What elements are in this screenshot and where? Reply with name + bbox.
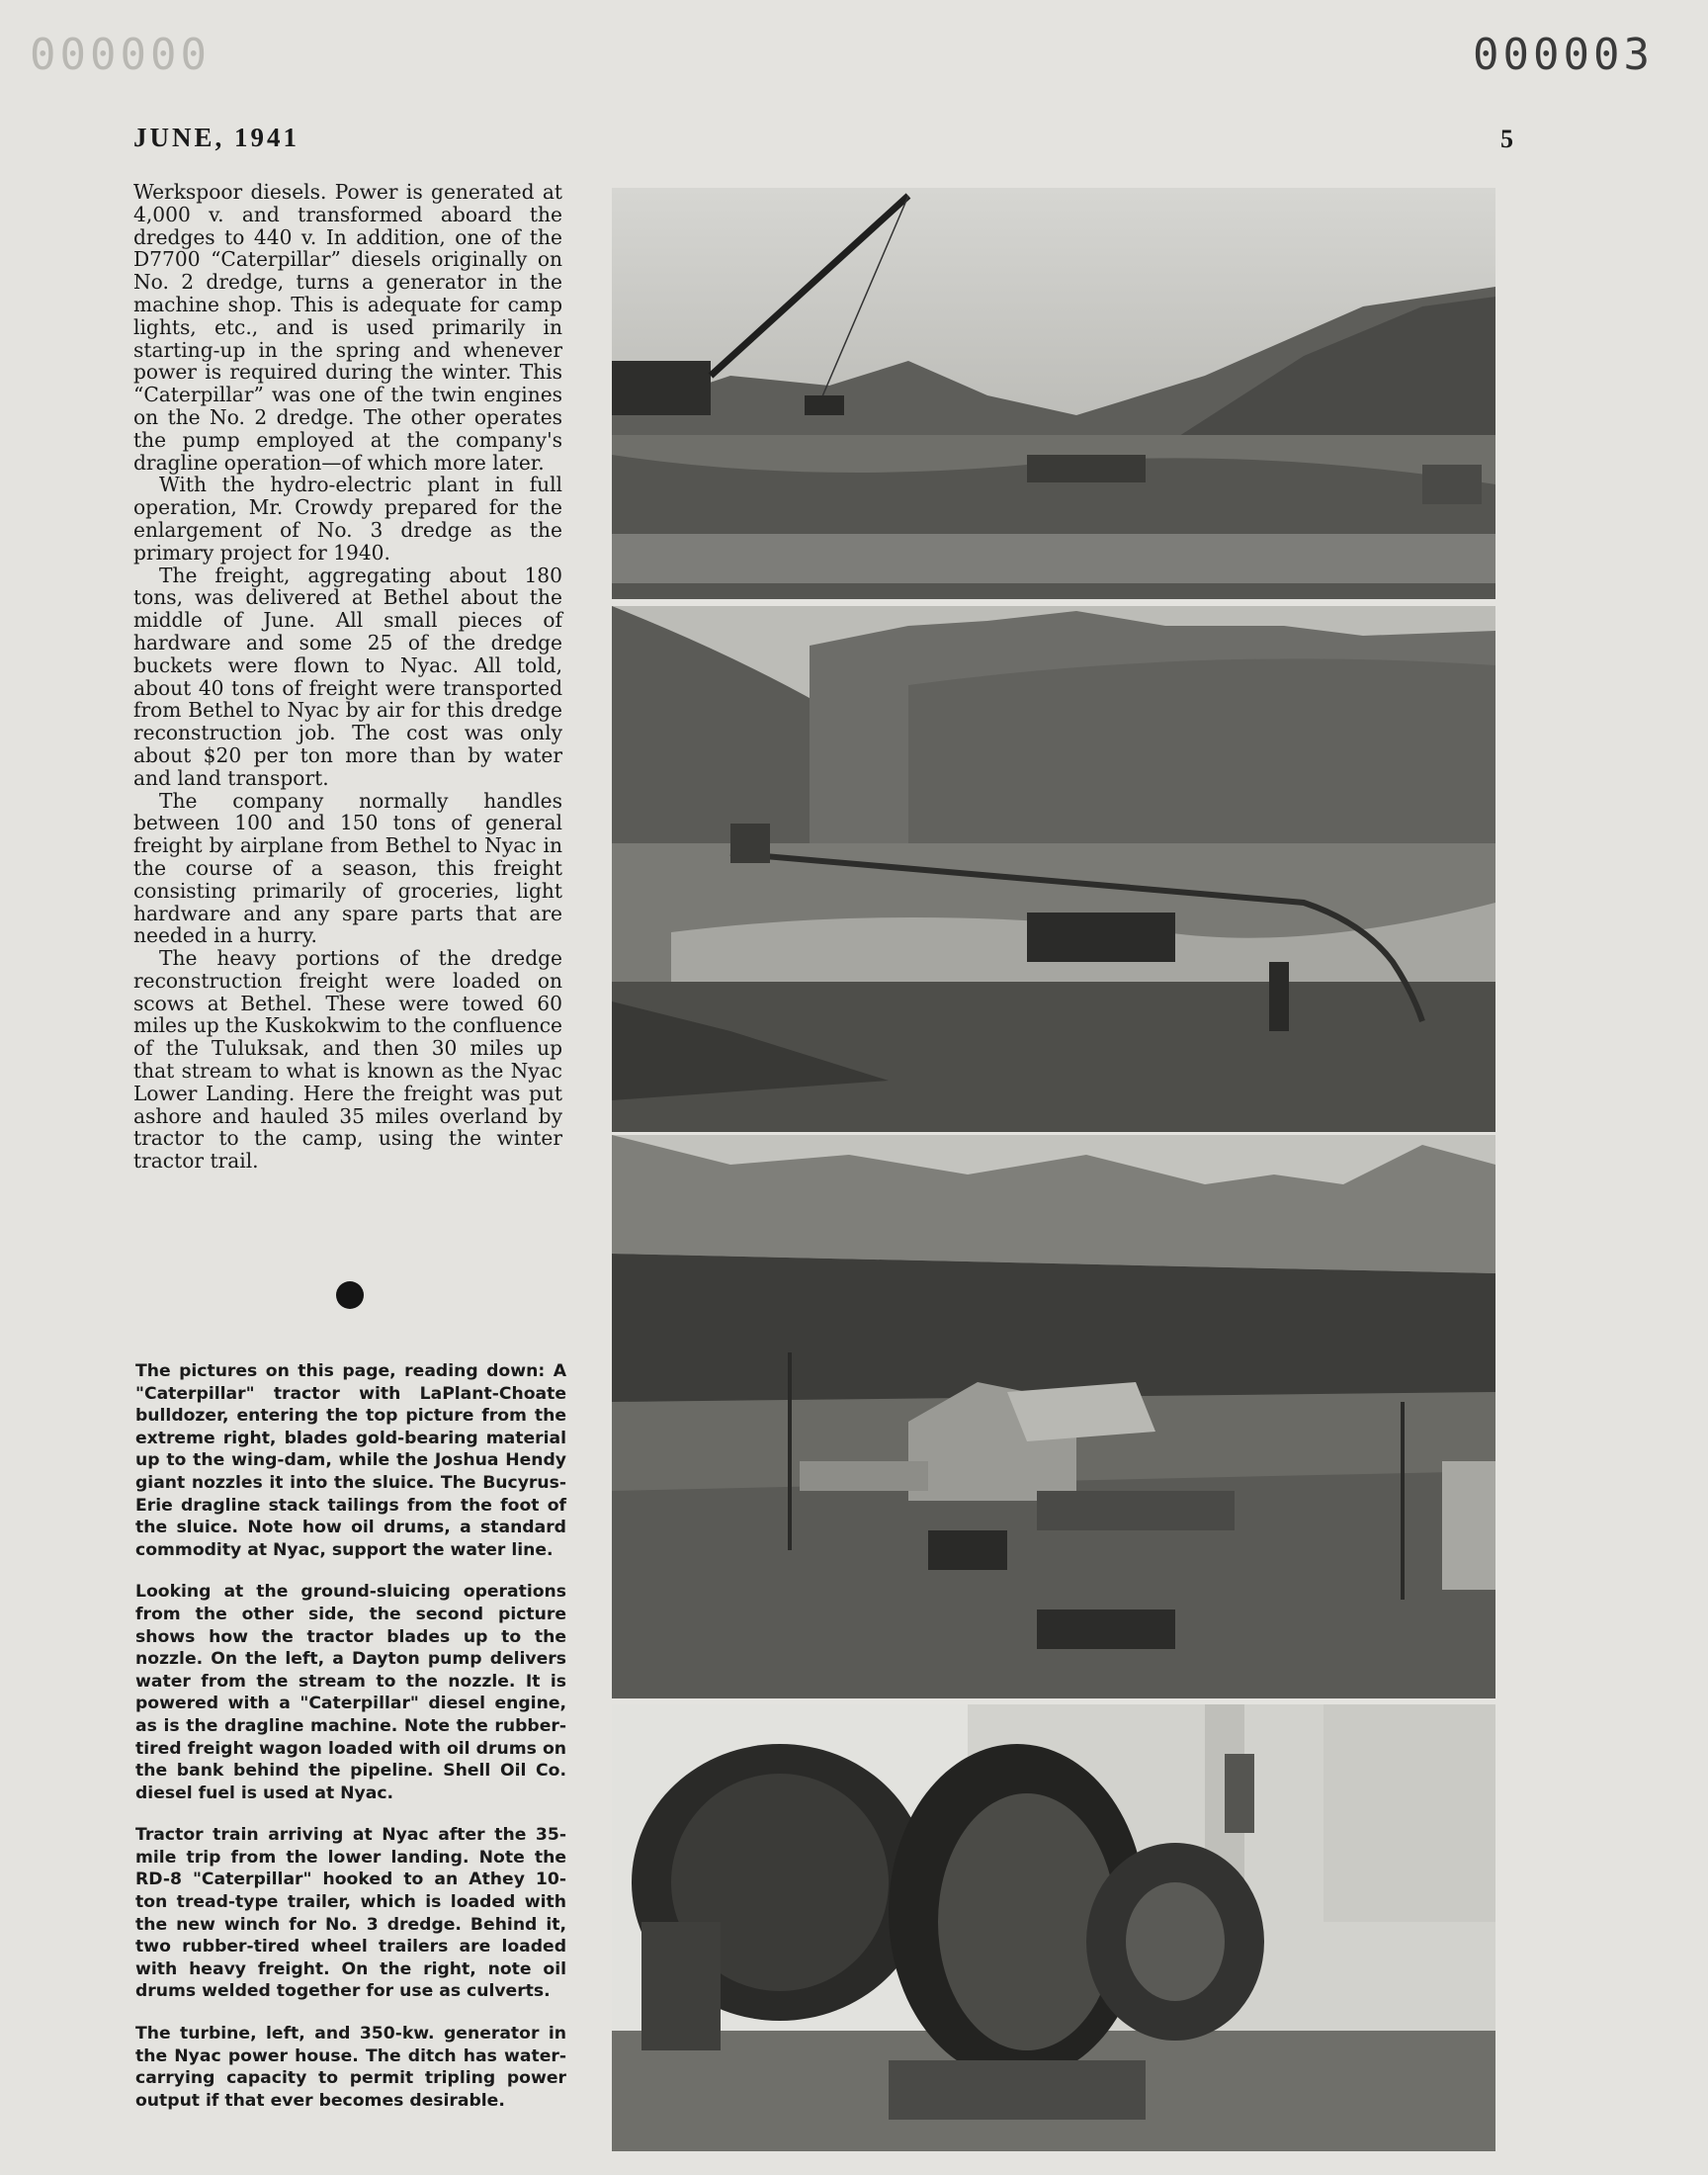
photo-captions — [135, 1360, 566, 2132]
photo-dragline-sluicing — [612, 188, 1495, 599]
page-number: 5 — [1500, 125, 1513, 153]
issue-date: JUNE, 1941 — [133, 123, 300, 152]
photo-ground-sluicing — [612, 606, 1495, 1132]
body-paragraph: The freight, aggregating about 180 tons, was delivered at Bethel about the middle of June. All small pieces of hardware and some 25 of the dredge buckets were flown to Nyac. All told, about 40 tons of freight were transported from Bethel to Nyac by air for this dredge reconstruction job. The cost was only about $20 per ton more than by water and land transport. — [133, 563, 562, 790]
end-mark-bullet — [336, 1281, 364, 1309]
caption-photo-2: Looking at the ground-sluicing operations from the other side, the second picture shows how the tractor blades up to the nozzle. On the left, a Dayton pump delivers water from the stream to the nozzle. It is powered with a "Caterpillar" diesel engine, as is the dragline machine. Note the rubber-tired freight wagon loaded with oil drums on the bank behind the pipeline. Shell Oil Co. diesel fuel is used at Nyac. — [135, 1582, 566, 1803]
body-paragraph: The company normally handles between 100 and 150 tons of general freight by airplane from Bethel to Nyac in the course of a season, this freight consisting primarily of groceries, light hardware and any spare parts that are needed in a hurry. — [133, 788, 562, 948]
caption-photo-1: The pictures on this page, reading down: A "Caterpillar" tractor with LaPlant-Choate bulldozer, entering the top picture from the extreme right, blades gold-bearing material up to the wing-dam, while the Joshua Hendy giant nozzles it into the sluice. The Bucyrus-Erie dragline stack tailings from the foot of the sluice. Note how oil drums, a standard commodity at Nyac, support the water line. — [135, 1361, 566, 1560]
body-paragraph: The heavy portions of the dredge reconstruction freight were loaded on scows at Bethel. These were towed 60 miles up the Kuskokwim to the confluence of the Tuluksak, and then 30 miles up that stream to what is known as the Nyac Lower Landing. Here the freight was put ashore and hauled 35 miles overland by tractor to the camp, using the winter tractor trail. — [133, 946, 562, 1174]
article-body — [133, 181, 562, 1173]
page-stamp-left: 000000 — [30, 30, 211, 80]
body-paragraph: Werkspoor diesels. Power is generated at 4,000 v. and transformed aboard the dredges to 440 v. In addition, one of the D7700 “Caterpillar” diesels originally on No. 2 dredge, turns a generator in the machine shop. This is adequate for camp lights, etc., and is used primarily in starting-up in the spring and whenever power is required during the winter. This “Caterpillar” was one of the twin engines on the No. 2 dredge. The other operates the pump employed at the company's dragline operation—of which more later. — [133, 180, 562, 475]
photo-tractor-train — [612, 1135, 1495, 1698]
photo-power-house-generator — [612, 1704, 1495, 2151]
page-stamp-right: 000003 — [1473, 30, 1654, 80]
caption-photo-4: The turbine, left, and 350-kw. generator in the Nyac power house. The ditch has water-carrying capacity to permit tripling power output if that ever becomes desirable. — [135, 2024, 566, 2111]
caption-photo-3: Tractor train arriving at Nyac after the 35-mile trip from the lower landing. Note the RD-8 "Caterpillar" hooked to an Athey 10-ton tread-type trailer, which is loaded with the new winch for No. 3 dredge. Behind it, two rubber-tired wheel trailers are loaded with heavy freight. On the right, note oil drums welded together for use as culverts. — [135, 1825, 566, 2002]
body-paragraph: With the hydro-electric plant in full operation, Mr. Crowdy prepared for the enlargement of No. 3 dredge as the primary project for 1940. — [133, 473, 562, 565]
